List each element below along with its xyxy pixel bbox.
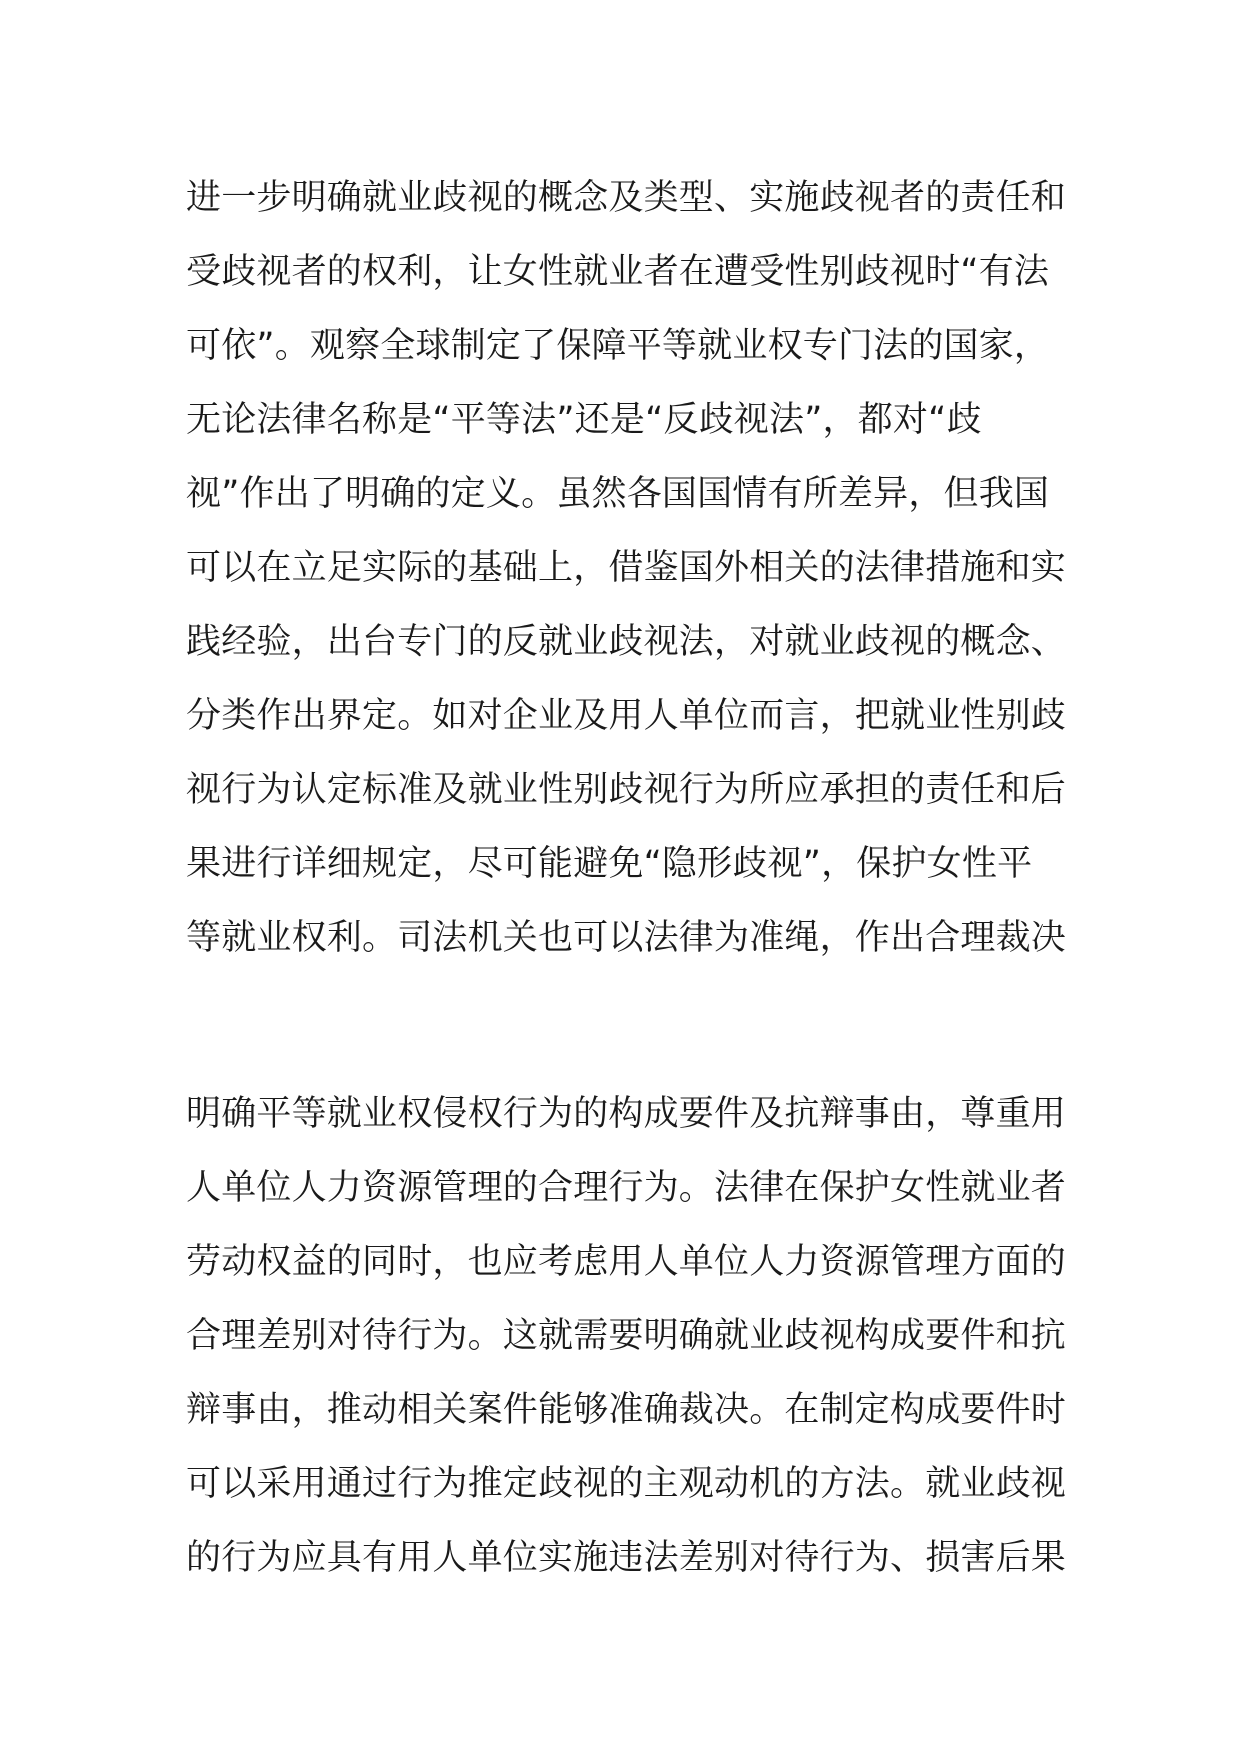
text-line: 可依”。观察全球制定了保障平等就业权专门法的国家， — [186, 326, 1050, 366]
text-line: 进一步明确就业歧视的概念及类型、实施歧视者的责任和 — [186, 178, 1066, 218]
text-line: 践经验，出台专门的反就业歧视法，对就业歧视的概念、 — [186, 622, 1066, 662]
text-line: 明确平等就业权侵权行为的构成要件及抗辩事由，尊重用 — [186, 1094, 1066, 1134]
text-line: 果进行详细规定，尽可能避免“隐形歧视”，保护女性平 — [186, 844, 1033, 884]
text-line: 辩事由，推动相关案件能够准确裁决。在制定构成要件时 — [186, 1390, 1066, 1430]
text-line: 的行为应具有用人单位实施违法差别对待行为、损害后果 — [186, 1538, 1066, 1578]
text-line: 等就业权利。司法机关也可以法律为准绳，作出合理裁决 — [186, 918, 1066, 958]
text-line: 无论法律名称是“平等法”还是“反歧视法”，都对“歧 — [186, 400, 982, 440]
text-line: 可以在立足实际的基础上，借鉴国外相关的法律措施和实 — [186, 548, 1066, 588]
text-line: 可以采用通过行为推定歧视的主观动机的方法。就业歧视 — [186, 1464, 1066, 1504]
text-line: 合理差别对待行为。这就需要明确就业歧视构成要件和抗 — [186, 1316, 1066, 1356]
text-line: 受歧视者的权利，让女性就业者在遭受性别歧视时“有法 — [186, 252, 1050, 292]
text-line: 分类作出界定。如对企业及用人单位而言，把就业性别歧 — [186, 696, 1066, 736]
text-line: 人单位人力资源管理的合理行为。法律在保护女性就业者 — [186, 1168, 1066, 1208]
text-line: 视”作出了明确的定义。虽然各国国情有所差异，但我国 — [186, 474, 1050, 514]
text-line: 劳动权益的同时，也应考虑用人单位人力资源管理方面的 — [186, 1242, 1066, 1282]
text-line: 视行为认定标准及就业性别歧视行为所应承担的责任和后 — [186, 770, 1066, 810]
